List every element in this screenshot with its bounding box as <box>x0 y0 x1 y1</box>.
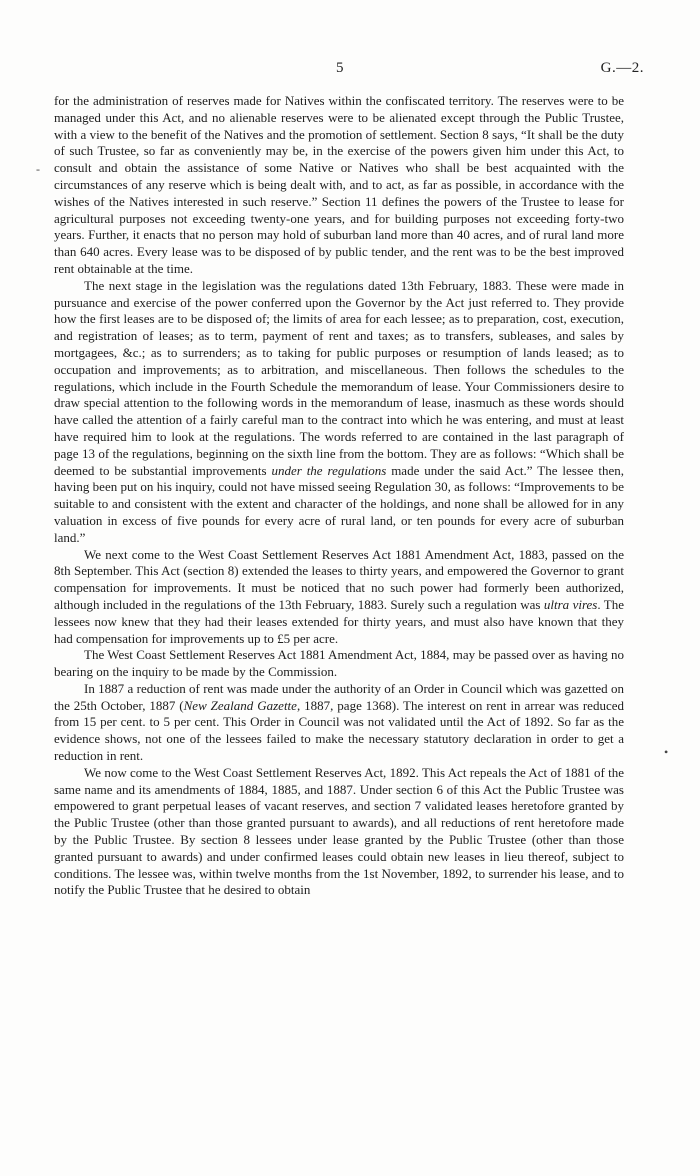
paragraph-text: In 1887 a reduction of rent was made under the authority of an Order in Council which was gazetted on the 25th October, 1887 ( <box>54 680 624 713</box>
paragraph <box>54 765 624 899</box>
italic-text: under the regulations <box>271 462 387 478</box>
body-text <box>54 93 624 899</box>
margin-mark: • <box>664 745 669 759</box>
margin-mark: - <box>36 162 40 176</box>
paragraph <box>54 681 624 765</box>
paragraph-text: We next come to the West Coast Settlement Reserves Act 1881 Amendment Act, 1883, passed on the 8th September. This Act (section 8) extended the leases to thirty years, and empowered the Governor to grant compensation for improvements. It must be noticed that no such power had formerly been authorized, although included in the regulations of the 13th February, 1883. Surely such a regulation was <box>54 546 624 612</box>
paragraph <box>54 93 624 278</box>
document-reference: G.—2. <box>600 60 644 76</box>
paragraph-text: for the administration of reserves made for Natives within the confiscated territory. The reserves were to be managed under this Act, and no alienable reserves were to be alienated except through the Public Trustee, with a view to the benefit of the Natives and the promotion of settlement. Section 8 says, “It shall be the duty of such Trustee, so far as conveniently may be, in the exercise of the powers given him under this Act, to consult and obtain the assistance of some Native or Natives who shall be best acquainted with the circumstances of any reserve which is being dealt with, and to act, as far as possible, in accordance with the wishes of the Natives interested in such reserve.” Section 11 defines the powers of the Trustee to lease for agricultural purposes not exceeding twenty-one years, and for building purposes not exceeding forty-two years. Further, it enacts that no person may hold of suburban land more than 40 acres, and of rural land more than 640 acres. Every lease was to be disposed of by public tender, and the rent was to be the best improved rent obtainable at the time. <box>54 93 624 276</box>
paragraph-text: made under the said Act.” The lessee then, having been put on his inquiry, could not have missed seeing Regulation 30, as follows: “Improvements to be suitable to and consistent with the extent and character of the holdings, and none shall be allowed for in any valuation in excess of five pounds for every acre of rural land, or ten pounds for every acre of suburban land.” <box>54 462 625 545</box>
paragraph <box>54 278 624 547</box>
paragraph-text: , 1887, page 1368). The interest on rent in arrear was reduced from 15 per cent. to 5 per cent. This Order in Council was not validated until the Act of 1892. So far as the evidence shows, not one of the lessees failed to make the necessary statutory declaration in order to get a reduction in rent. <box>54 697 624 764</box>
italic-text: New Zealand Gazette <box>183 697 297 713</box>
paragraph-text: The West Coast Settlement Reserves Act 1881 Amendment Act, 1884, may be passed over as having no bearing on the inquiry to be made by the Commission. <box>54 647 624 680</box>
paragraph <box>54 647 624 681</box>
paragraph <box>54 547 624 648</box>
italic-text: ultra vires <box>543 596 598 612</box>
page-number: 5 <box>336 60 344 76</box>
paragraph-text: We now come to the West Coast Settlement Reserves Act, 1892. This Act repeals the Act of 1881 of the same name and its amendments of 1884, 1885, and 1887. Under section 6 of this Act the Public Trustee was empowered to grant perpetual leases of vacant reserves, and section 7 validated leases heretofore granted by the Public Trustee (other than those granted pursuant to awards), and all reductions of rent heretofore made by the Public Trustee. By section 8 lessees under lease granted by the Public Trustee (other than those granted pursuant to awards) and under confirmed leases could obtain new leases in lieu thereof, subject to conditions. The lessee was, within twelve months from the 1st November, 1892, to surrender his lease, and to notify the Public Trustee that he desired to obtain <box>54 764 624 898</box>
page-header <box>0 60 700 80</box>
paragraph-text: . The lessees now knew that they had their leases extended for thirty years, and must also have known that they had compensation for improvements up to £5 per acre. <box>54 596 625 646</box>
paragraph-text: The next stage in the legislation was the regulations dated 13th February, 1883. These were made in pursuance and exercise of the power conferred upon the Governor by the Act just referred to. They provide how the first leases are to be disposed of; the limits of area for each lessee; as to preparation, cost, execution, and registration of leases; as to term, payment of rent and taxes; as to transfers, subleases, and sales by mortgagees, &c.; as to surrenders; as to taking for public purposes or resumption of lands leased; as to occupation and improvements; as to arbitration, and miscellaneous. Then follows the schedules to the regulations, which include in the Fourth Schedule the memorandum of lease. Your Commissioners desire to draw special attention to the following words in the memorandum of lease, inasmuch as these words should have called the attention of a fairly careful man to the contract into which he was entering, and must at least have required him to look at the regulations. The words referred to are contained in the last paragraph of page 13 of the regulations, beginning on the sixth line from the bottom. They are as follows: “Which shall be deemed to be substantial improvements <box>54 277 624 478</box>
